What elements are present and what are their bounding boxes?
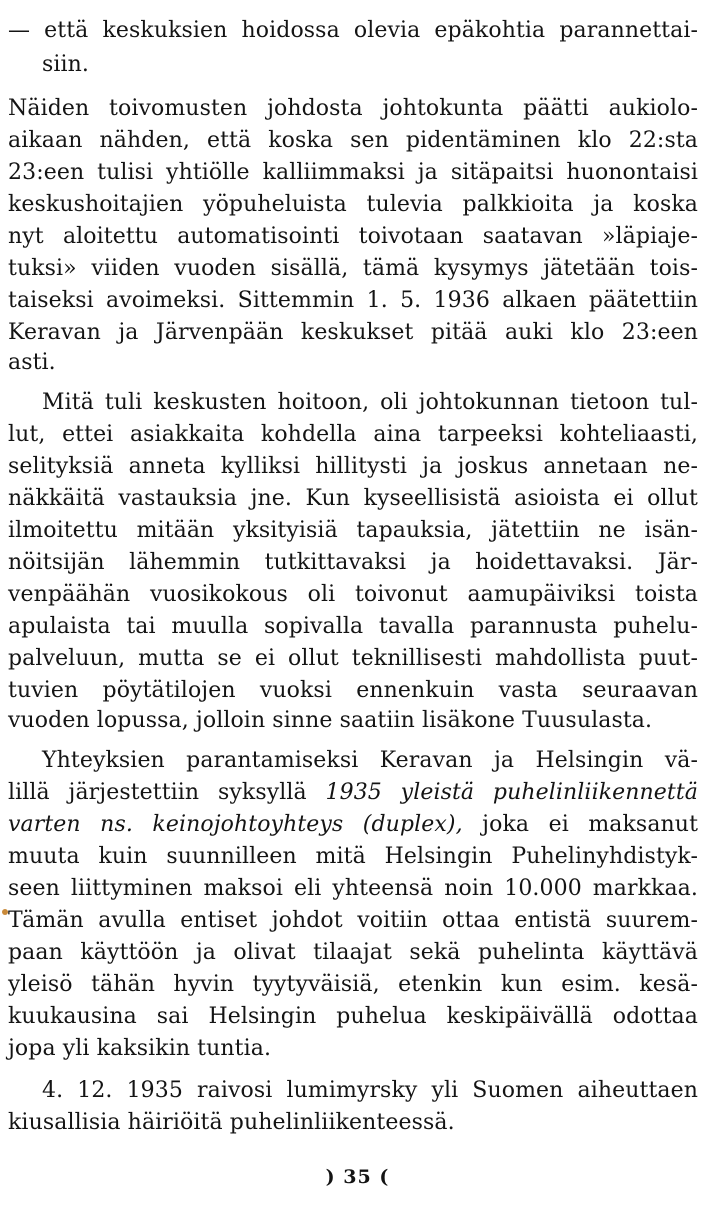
text-line: siin.	[42, 52, 90, 77]
text-line: nyt aloitettu automatisointi toivotaan saatavan »läpiaje-	[8, 224, 698, 249]
text-line: — että keskuksien hoidossa olevia epäkohtia parannettai-	[8, 18, 698, 43]
text-segment: lillä järjestettiin syksyllä	[8, 780, 307, 805]
text-line: keskushoitajien yöpuheluista tulevia palkkioita ja koska	[8, 192, 698, 217]
text-line: selityksiä anneta kylliksi hillitysti ja joskus annetaan ne-	[8, 454, 698, 479]
text-line: Yhteyksien parantamiseksi Keravan ja Helsingin vä-	[42, 748, 698, 773]
text-line	[8, 810, 698, 840]
text-line: tuksi» viiden vuoden sisällä, tämä kysymys jätetään tois-	[8, 256, 698, 281]
text-line: Näiden toivomusten johdosta johtokunta päätti aukiolo-	[8, 96, 698, 121]
text-line: paan käyttöön ja olivat tilaajat sekä puhelinta käyttävä	[8, 940, 698, 965]
text-line	[8, 778, 698, 808]
text-line: kiusallisia häiriöitä puhelinliikenteessä.	[8, 1110, 455, 1135]
text-line: jopa yli kaksikin tuntia.	[8, 1036, 272, 1061]
text-line: muuta kuin suunnilleen mitä Helsingin Puhelinyhdistyk-	[8, 844, 698, 869]
text-line: venpäähän vuosikokous oli toivonut aamupäiviksi toista	[8, 582, 698, 607]
text-line: Mitä tuli keskusten hoitoon, oli johtokunnan tietoon tul-	[42, 390, 698, 415]
text-line: taiseksi avoimeksi. Sittemmin 1. 5. 1936 alkaen päätettiin	[8, 288, 698, 313]
text-line: kuukausina sai Helsingin puhelua keskipäivällä odottaa	[8, 1004, 698, 1029]
text-line: Keravan ja Järvenpään keskukset pitää auki klo 23:een	[8, 320, 698, 345]
text-line: apulaista tai muulla sopivalla tavalla parannusta puhelu-	[8, 614, 698, 639]
text-line: näkkäitä vastauksia jne. Kun kyseellisistä asioista ei ollut	[8, 486, 698, 511]
text-line: vuoden lopussa, jolloin sinne saatiin lisäkone Tuusulasta.	[8, 708, 653, 733]
text-line: nöitsijän lähemmin tutkittavaksi ja hoidettavaksi. Jär-	[8, 550, 698, 575]
text-line: ilmoitettu mitään yksityisiä tapauksia, jätettiin ne isän-	[8, 518, 698, 543]
page-number: ) 35 (	[325, 1166, 390, 1188]
text-segment: joka ei maksanut	[482, 812, 699, 837]
text-line: Tämän avulla entiset johdot voitiin ottaa entistä suurem-	[8, 908, 698, 933]
text-line: seen liittyminen maksoi eli yhteensä noin 10.000 markkaa.	[8, 876, 698, 901]
italic-text-segment: 1935 yleistä puhelinliikennettä	[325, 780, 699, 805]
text-line: tuvien pöytätilojen vuoksi ennenkuin vasta seuraavan	[8, 678, 698, 703]
text-line: lut, ettei asiakkaita kohdella aina tarpeeksi kohteliaasti,	[8, 422, 698, 447]
text-line: asti.	[8, 350, 56, 375]
text-line: aikaan nähden, että koska sen pidentäminen klo 22:sta	[8, 128, 698, 153]
text-line: 4. 12. 1935 raivosi lumimyrsky yli Suomen aiheuttaen	[42, 1078, 698, 1103]
text-line: yleisö tähän hyvin tyytyväisiä, etenkin kun esim. kesä-	[8, 972, 698, 997]
text-line: 23:een tulisi yhtiölle kalliimmaksi ja sitäpaitsi huonontaisi	[8, 160, 698, 185]
italic-text-segment: varten ns. keinojohtoyhteys (duplex),	[8, 812, 463, 837]
text-line: palveluun, mutta se ei ollut teknillisesti mahdollista puut-	[8, 646, 698, 671]
